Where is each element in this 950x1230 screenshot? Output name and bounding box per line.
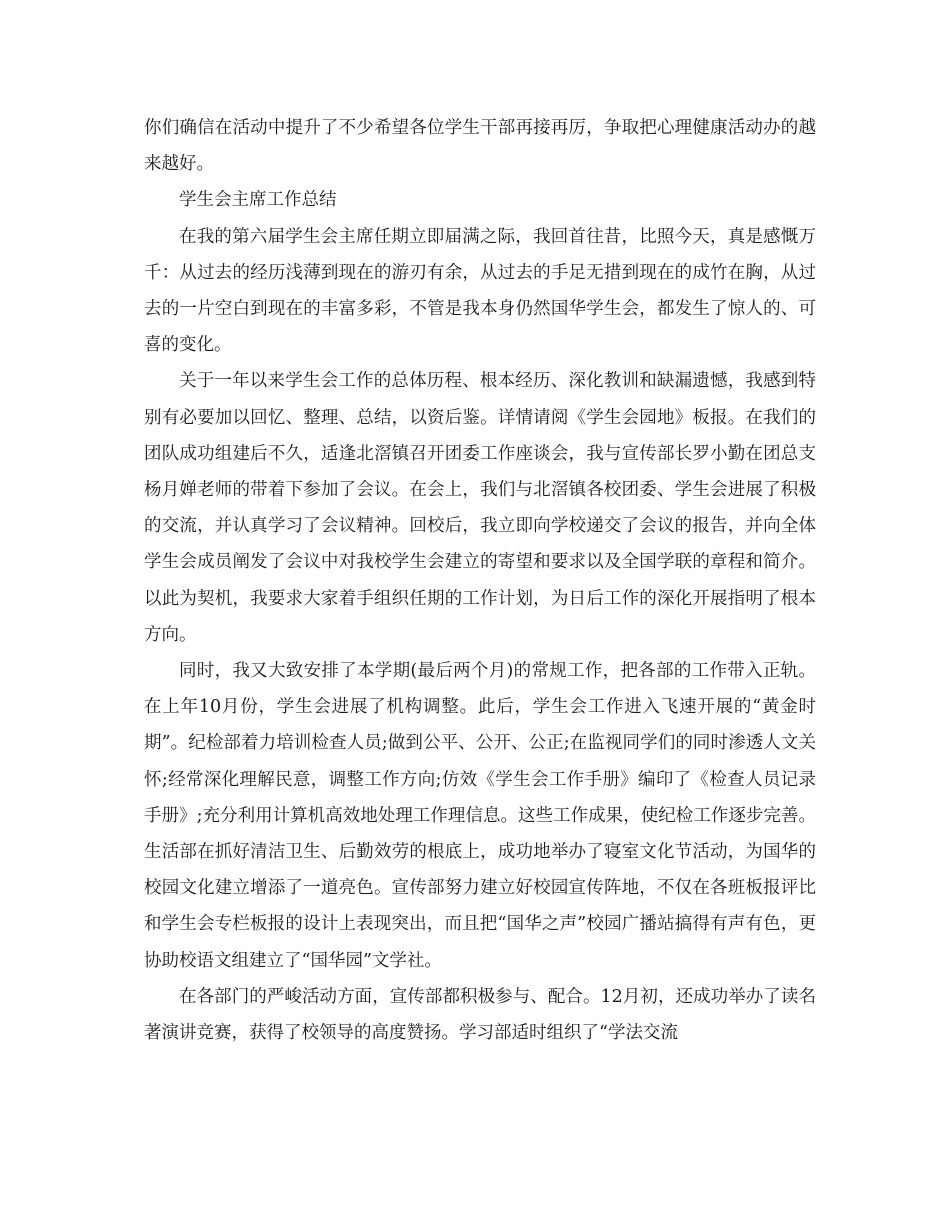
paragraph: 在我的第六届学生会主席任期立即届满之际，我回首往昔，比照今天，真是感慨万千：从过去的经历浅薄到现在的游刃有余，从过去的手足无措到现在的成竹在胸，从过去的一片空白到现在的丰富多彩，不管是我本身仍然国华学生会，都发生了惊人的、可喜的变化。 (144, 226, 816, 356)
paragraph: 同时，我又大致安排了本学期(最后两个月)的常规工作，把各部的工作带入正轨。在上年10月份，学生会进展了机构调整。此后，学生会工作进入飞速开展的“黄金时期”。纪检部着力培训检查人员;做到公平、公开、公正;在监视同学们的同时渗透人文关怀;经常深化理解民意，调整工作方向;仿效《学生会工作手册》编印了《检查人员记录手册》;充分利用计算机高效地处理工作理信息。这些工作成果，使纪检工作逐步完善。生活部在抓好清洁卫生、后勤效劳的根底上，成功地举办了寝室文化节活动，为国华的校园文化建立增添了一道亮色。宣传部努力建立好校园宣传阵地，不仅在各班板报评比和学生会专栏板报的设计上表现突出，而且把“国华之声”校园广播站搞得有声有色，更协助校语文组建立了“国华园”文学社。 (144, 661, 816, 971)
paragraph: 关于一年以来学生会工作的总体历程、根本经历、深化教训和缺漏遗憾，我感到特别有必要加以回忆、整理、总结，以资后鉴。详情请阅《学生会园地》板报。在我们的团队成功组建后不久，适逢北滘镇召开团委工作座谈会，我与宣传部长罗小勤在团总支杨月婵老师的带着下参加了会议。在会上，我们与北滘镇各校团委、学生会进展了积极的交流，并认真学习了会议精神。回校后，我立即向学校递交了会议的报告，并向全体学生会成员阐发了会议中对我校学生会建立的寄望和要求以及全国学联的章程和简介。以此为契机，我要求大家着手组织任期的工作计划，为日后工作的深化开展指明了根本方向。 (144, 371, 816, 645)
paragraph-continuation: 你们确信在活动中提升了不少希望各位学生干部再接再厉，争取把心理健康活动办的越来越好。 (144, 118, 816, 175)
section-heading: 学生会主席工作总结 (179, 190, 337, 211)
paragraph: 在各部门的严峻活动方面，宣传部都积极参与、配合。12月初，还成功举办了读名著演讲竞赛，获得了校领导的高度赞扬。学习部适时组织了“学法交流 (144, 986, 816, 1044)
document-body (144, 110, 816, 1051)
